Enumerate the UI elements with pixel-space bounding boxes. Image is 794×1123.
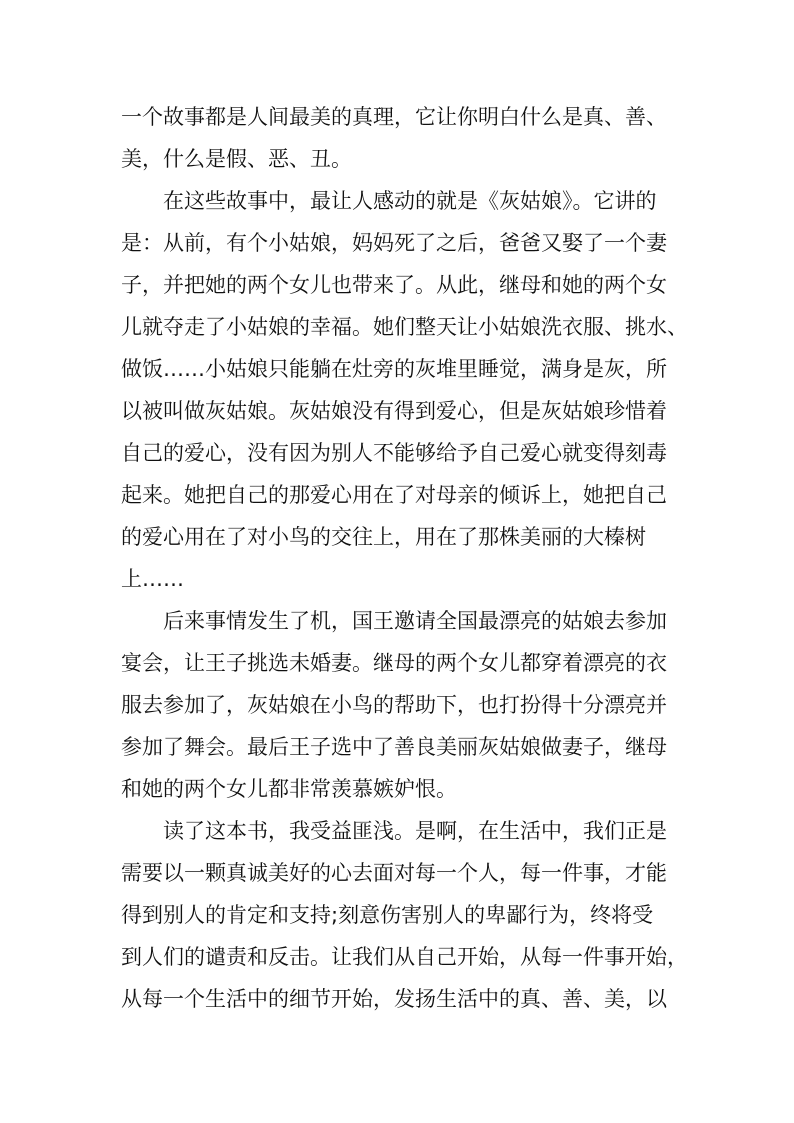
- text-line: 以被叫做灰姑娘。灰姑娘没有得到爱心，但是灰姑娘珍惜着: [121, 399, 667, 423]
- text-line: 在这些故事中，最让人感动的就是《灰姑娘》。它讲的: [163, 189, 657, 213]
- text-line: 读了这本书，我受益匪浅。是啊，在生活中，我们正是: [163, 819, 667, 843]
- text-line: 的爱心用在了对小鸟的交往上，用在了那株美丽的大榛树: [121, 525, 646, 549]
- text-line: 子，并把她的两个女儿也带来了。从此，继母和她的两个女: [121, 273, 667, 297]
- text-line: 服去参加了，灰姑娘在小鸟的帮助下，也打扮得十分漂亮并: [121, 693, 667, 717]
- text-line: 和她的两个女儿都非常羡慕嫉妒恨。: [121, 777, 457, 801]
- text-line: 做饭……小姑娘只能躺在灶旁的灰堆里睡觉，满身是灰，所: [121, 357, 667, 381]
- text-line: 从每一个生活中的细节开始，发扬生活中的真、善、美，以: [121, 987, 667, 1011]
- text-line: 参加了舞会。最后王子选中了善良美丽灰姑娘做妻子，继母: [121, 735, 667, 759]
- text-line: 得到别人的肯定和支持;刻意伤害别人的卑鄙行为，终将受: [121, 903, 654, 927]
- text-line: 需要以一颗真诚美好的心去面对每一个人，每一件事，才能: [121, 861, 667, 885]
- text-line: 上……: [121, 567, 184, 591]
- text-line: 自己的爱心，没有因为别人不能够给予自己爱心就变得刻毒: [121, 441, 667, 465]
- text-line: 宴会，让王子挑选未婚妻。继母的两个女儿都穿着漂亮的衣: [121, 651, 667, 675]
- text-line: 起来。她把自己的那爱心用在了对母亲的倾诉上，她把自己: [121, 483, 667, 507]
- text-line: 是：从前，有个小姑娘，妈妈死了之后，爸爸又娶了一个妻: [121, 231, 667, 255]
- text-line: 美，什么是假、恶、丑。: [121, 147, 352, 171]
- text-line: 儿就夺走了小姑娘的幸福。她们整天让小姑娘洗衣服、挑水、: [121, 315, 688, 339]
- text-line: 一个故事都是人间最美的真理，它让你明白什么是真、善、: [121, 105, 667, 129]
- text-line: 后来事情发生了机，国王邀请全国最漂亮的姑娘去参加: [163, 609, 667, 633]
- text-line: 到人们的谴责和反击。让我们从自己开始，从每一件事开始，: [121, 945, 688, 969]
